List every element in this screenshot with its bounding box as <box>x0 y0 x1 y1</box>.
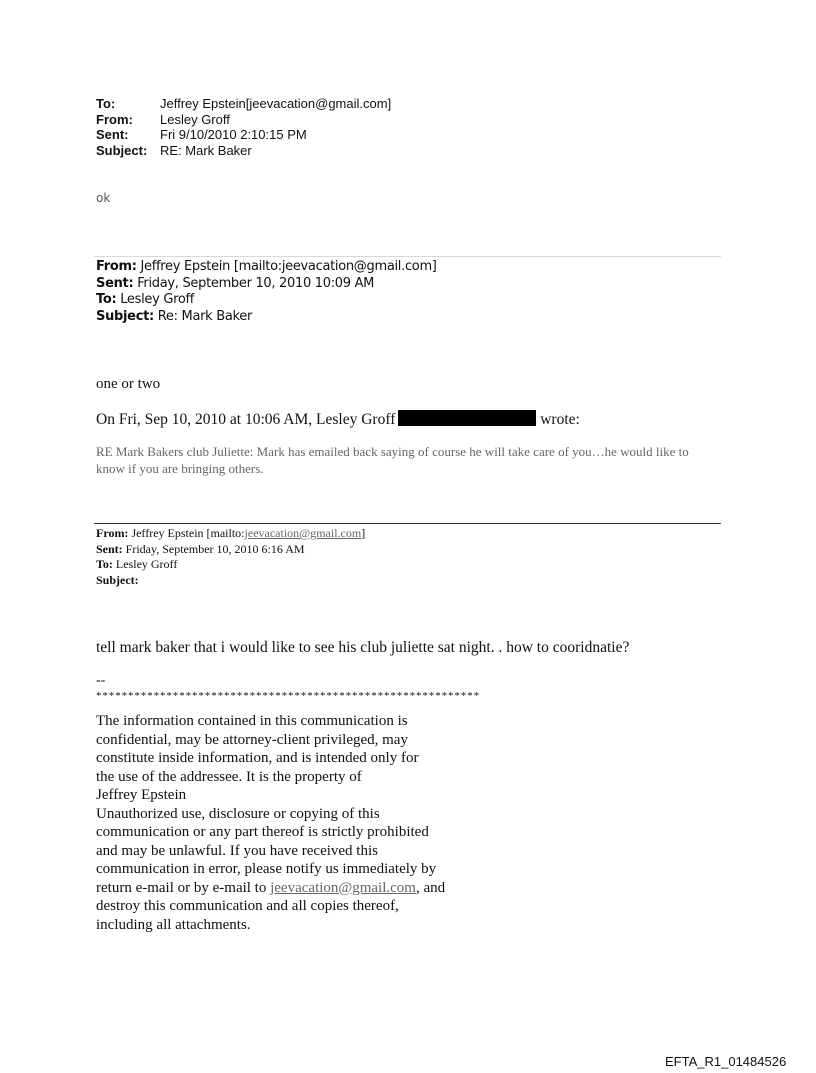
q2-to-value: Lesley Groff <box>115 557 178 571</box>
signature-dash: -- <box>96 673 106 688</box>
body-one-or-two: one or two <box>96 376 161 392</box>
conf-line: Unauthorized use, disclosure or copying of this <box>96 805 380 822</box>
conf-return-line <box>96 879 516 898</box>
conf-line: constitute inside information, and is intended only for <box>96 750 419 766</box>
confidentiality-notice <box>96 712 516 934</box>
conf-line: communication in error, please notify us immediately by <box>96 861 437 877</box>
quoted-header-1 <box>96 259 437 325</box>
q2-email-link[interactable]: jeevacation@gmail.com <box>244 526 362 540</box>
conf-email-link[interactable]: jeevacation@gmail.com <box>270 879 416 896</box>
q1-sent-value: Friday, September 10, 2010 10:09 AM <box>137 275 375 291</box>
footer-doc-id: EFTA_R1_01484526 <box>665 1054 787 1069</box>
reply-body: ok <box>96 191 111 205</box>
conf-line: The information contained in this communication is <box>96 713 408 729</box>
divider <box>94 523 721 524</box>
conf-line: destroy this communication and all copies thereof, <box>96 898 399 914</box>
q2-sent-value: Friday, September 10, 2010 6:16 AM <box>125 541 305 556</box>
sent-value: Fri 9/10/2010 2:10:15 PM <box>160 127 307 142</box>
quoted-re-text: RE Mark Bakers club Juliette: Mark has emailed back saying of course he will take care of you…he would like to know if you are bringing others. <box>96 444 689 476</box>
to-label: To: <box>96 96 116 111</box>
subject-label: Subject: <box>96 142 148 158</box>
q1-subject-label: Subject: <box>96 308 154 324</box>
top-email-header <box>96 96 391 158</box>
to-value: Jeffrey Epstein[jeevacation@gmail.com] <box>160 96 392 111</box>
conf-line: Jeffrey Epstein <box>96 787 187 803</box>
q2-from-prefix: Jeffrey Epstein [mailto: <box>131 526 245 540</box>
q1-from-value: Jeffrey Epstein [mailto:jeevacation@gmail.com] <box>140 259 437 274</box>
divider <box>94 256 721 257</box>
q2-sent-label: Sent: <box>96 541 123 556</box>
on-line-suffix: wrote: <box>540 411 580 428</box>
on-wrote-line <box>96 410 580 429</box>
q2-from-label: From: <box>96 526 129 540</box>
q1-to-value: Lesley Groff <box>120 292 195 307</box>
quoted-header-2 <box>96 526 365 588</box>
conf-return-prefix: return e-mail or by e-mail to <box>96 879 267 896</box>
conf-line: the use of the addressee. It is the property of <box>96 768 362 785</box>
original-body: tell mark baker that i would like to see his club juliette sat night. . how to cooridnatie? <box>96 639 630 656</box>
q2-subject-label: Subject: <box>96 572 139 587</box>
conf-line: confidential, may be attorney-client privileged, may <box>96 731 408 748</box>
stars-separator: ************************************************************ <box>96 690 480 702</box>
q1-from-label: From: <box>96 259 137 274</box>
conf-return-suffix: , and <box>415 879 446 896</box>
q1-sent-label: Sent: <box>96 275 134 291</box>
q2-to-label: To: <box>96 557 113 571</box>
conf-line: including all attachments. <box>96 916 251 933</box>
conf-line: and may be unlawful. If you have received this <box>96 842 378 859</box>
from-value: Lesley Groff <box>160 111 230 127</box>
sent-label: Sent: <box>96 127 129 142</box>
q2-from-suffix: ] <box>361 526 366 540</box>
from-label: From: <box>96 111 133 127</box>
q1-subject-value: Re: Mark Baker <box>157 308 253 324</box>
subject-value: RE: Mark Baker <box>160 142 252 158</box>
conf-line: communication or any part thereof is strictly prohibited <box>96 824 429 840</box>
on-line-prefix: On Fri, Sep 10, 2010 at 10:06 AM, Lesley Groff <box>96 411 396 428</box>
redaction-box <box>398 410 536 426</box>
q1-to-label: To: <box>96 292 117 307</box>
